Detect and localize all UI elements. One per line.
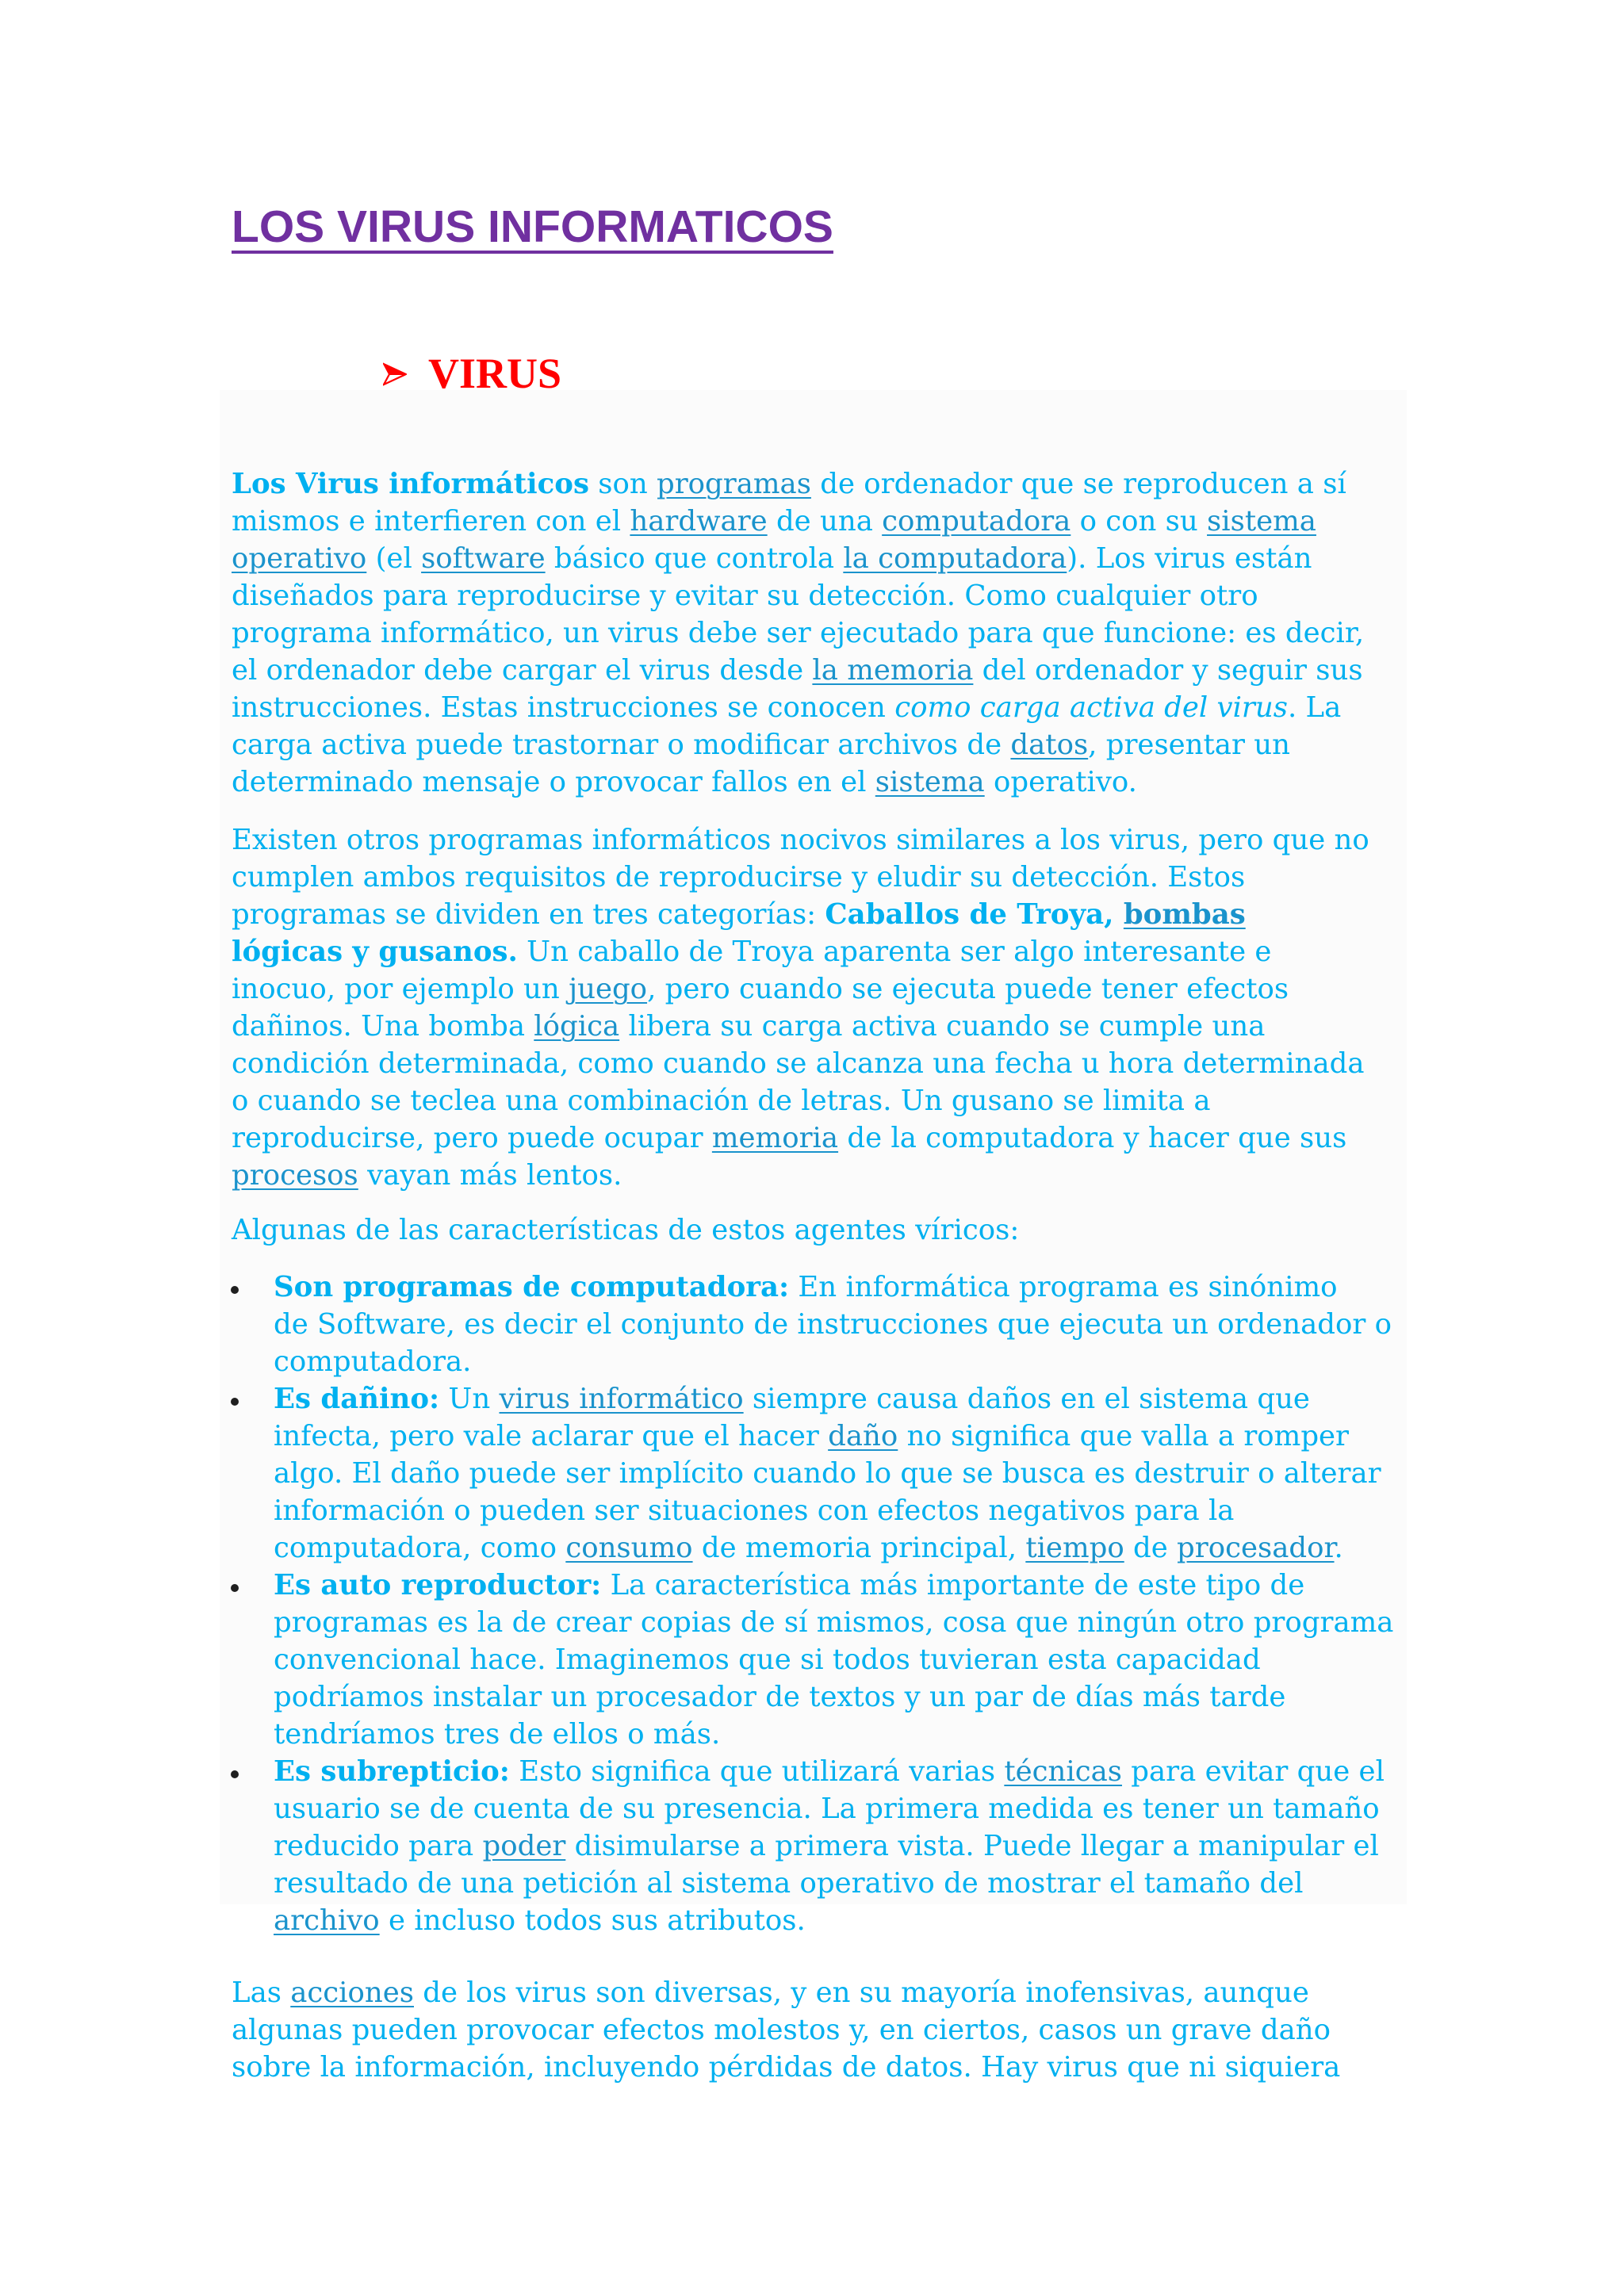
text-run: diseñados para reproducirse y evitar su detección. Como cualquier otro bbox=[232, 580, 1258, 612]
text-run: carga activa puede trastornar o modificar archivos de bbox=[232, 729, 1011, 761]
hyperlink[interactable]: computadora bbox=[882, 505, 1071, 538]
text-run: algo. El daño puede ser implícito cuando lo que se busca es destruir o alterar bbox=[274, 1457, 1381, 1490]
hyperlink[interactable]: técnicas bbox=[1004, 1755, 1122, 1788]
text-line bbox=[274, 1567, 1393, 1604]
hyperlink[interactable]: lógica bbox=[534, 1010, 620, 1043]
text-run: sobre la información, incluyendo pérdidas de datos. Hay virus que ni siquiera bbox=[232, 2051, 1341, 2084]
text-line bbox=[274, 1455, 1393, 1492]
bold-text: Los Virus informáticos bbox=[232, 468, 589, 500]
text-line bbox=[232, 1008, 1369, 1045]
text-line bbox=[232, 465, 1364, 503]
text-line bbox=[274, 1716, 1393, 1753]
text-line bbox=[274, 1790, 1393, 1827]
text-run: de una bbox=[767, 505, 883, 538]
text-run: instrucciones. Estas instrucciones se conocen bbox=[232, 691, 895, 724]
text-run: de Software, es decir el conjunto de instrucciones que ejecuta un ordenador o bbox=[274, 1308, 1392, 1341]
bullet-icon bbox=[231, 1398, 239, 1406]
text-line bbox=[232, 614, 1364, 652]
text-run: , pero cuando se ejecuta puede tener efectos bbox=[647, 973, 1289, 1005]
paragraph-categories bbox=[232, 821, 1369, 1194]
text-run: reducido para bbox=[274, 1830, 483, 1862]
text-run: determinado mensaje o provocar fallos en el bbox=[232, 766, 875, 798]
hyperlink[interactable]: poder bbox=[482, 1830, 566, 1862]
hyperlink[interactable]: juego bbox=[569, 973, 648, 1005]
text-run: programas se dividen en tres categorías: bbox=[232, 898, 825, 931]
text-run: inocuo, por ejemplo un bbox=[232, 973, 569, 1005]
text-run: reproducirse, pero puede ocupar bbox=[232, 1122, 712, 1154]
text-run: resultado de una petición al sistema operativo de mostrar el tamaño del bbox=[274, 1867, 1304, 1900]
text-line bbox=[274, 1827, 1393, 1865]
page-title: LOS VIRUS INFORMATICOS bbox=[232, 201, 833, 252]
text-line bbox=[232, 896, 1369, 933]
text-run: programa informático, un virus debe ser ejecutado para que funcione: es decir, bbox=[232, 617, 1365, 649]
text-run: podríamos instalar un procesador de textos y un par de días más tarde bbox=[274, 1681, 1286, 1713]
bold-text: Caballos de Troya, bbox=[825, 898, 1124, 931]
text-run: Existen otros programas informáticos nocivos similares a los virus, pero que no bbox=[232, 824, 1369, 856]
list-item bbox=[232, 1753, 1393, 1939]
text-line bbox=[232, 1974, 1340, 2011]
paragraph-actions bbox=[232, 1974, 1340, 2086]
text-run: (el bbox=[366, 542, 422, 575]
hyperlink[interactable]: acciones bbox=[290, 1976, 414, 2009]
text-run: computadora. bbox=[274, 1345, 472, 1378]
text-line bbox=[274, 1641, 1393, 1678]
text-line bbox=[274, 1753, 1393, 1790]
text-run: de la computadora y hacer que sus bbox=[838, 1122, 1347, 1154]
hyperlink[interactable]: tiempo bbox=[1025, 1532, 1124, 1564]
hyperlink[interactable]: la computadora bbox=[843, 542, 1067, 575]
text-line bbox=[274, 1343, 1393, 1380]
paragraph-characteristics-lead bbox=[232, 1211, 1019, 1249]
bullet-icon bbox=[231, 1770, 239, 1778]
text-run: Algunas de las características de estos agentes víricos: bbox=[232, 1214, 1020, 1246]
text-line bbox=[274, 1604, 1393, 1641]
text-run: operativo. bbox=[984, 766, 1137, 798]
text-line bbox=[232, 2011, 1340, 2049]
section-heading: VIRUS bbox=[428, 350, 562, 397]
text-line bbox=[232, 2049, 1340, 2086]
bullet-icon bbox=[231, 1584, 239, 1592]
text-run: de bbox=[1124, 1532, 1178, 1564]
text-line bbox=[232, 1157, 1369, 1194]
characteristics-list bbox=[232, 1269, 1393, 1939]
text-run: algunas pueden provocar efectos molestos y, en ciertos, casos un grave daño bbox=[232, 2014, 1331, 2046]
text-line bbox=[274, 1492, 1393, 1529]
text-run: de los virus son diversas, y en su mayoría inofensivas, aunque bbox=[414, 1976, 1309, 2009]
hyperlink[interactable]: procesos bbox=[232, 1159, 358, 1192]
text-run: usuario se de cuenta de su presencia. La primera medida es tener un tamaño bbox=[274, 1793, 1380, 1825]
text-run: Las bbox=[232, 1976, 291, 2009]
hyperlink[interactable]: sistema bbox=[1207, 505, 1316, 538]
text-run: programas es la de crear copias de sí mismos, cosa que ningún otro programa bbox=[274, 1606, 1394, 1639]
text-run: La característica más importante de este tipo de bbox=[601, 1569, 1305, 1601]
text-run: convencional hace. Imaginemos que si todos tuvieran esta capacidad bbox=[274, 1644, 1261, 1676]
text-run: Un caballo de Troya aparenta ser algo interesante e bbox=[517, 936, 1272, 968]
text-run: básico que controla bbox=[545, 542, 844, 575]
text-line bbox=[232, 540, 1364, 577]
text-line bbox=[232, 503, 1364, 540]
text-run: infecta, pero vale aclarar que el hacer bbox=[274, 1420, 829, 1452]
text-run: del ordenador y seguir sus bbox=[973, 654, 1363, 687]
text-line bbox=[274, 1529, 1393, 1567]
text-run: o cuando se teclea una combinación de letras. Un gusano se limita a bbox=[232, 1085, 1211, 1117]
text-run: el ordenador debe cargar el virus desde bbox=[232, 654, 813, 687]
italic-text: como carga activa del virus bbox=[894, 691, 1288, 724]
list-item bbox=[232, 1380, 1393, 1567]
text-line bbox=[232, 1119, 1369, 1157]
list-item bbox=[232, 1269, 1393, 1380]
text-run: Esto significa que utilizará varias bbox=[509, 1755, 1005, 1788]
bold-hyperlink[interactable]: bombas bbox=[1123, 898, 1246, 931]
bullet-icon bbox=[231, 1286, 239, 1294]
text-line bbox=[232, 689, 1364, 726]
bold-text: Es dañino: bbox=[274, 1383, 440, 1415]
arrowhead-bullet-icon bbox=[383, 362, 407, 386]
text-run: En informática programa es sinónimo bbox=[789, 1271, 1338, 1303]
text-line bbox=[274, 1269, 1393, 1306]
text-run: siempre causa daños en el sistema que bbox=[743, 1383, 1310, 1415]
text-run: para evitar que el bbox=[1121, 1755, 1385, 1788]
text-run: vayan más lentos. bbox=[358, 1159, 622, 1192]
text-run: cumplen ambos requisitos de reproducirse y eludir su detección. Estos bbox=[232, 861, 1246, 894]
hyperlink[interactable]: operativo bbox=[232, 542, 367, 575]
text-run: información o pueden ser situaciones con efectos negativos para la bbox=[274, 1494, 1235, 1527]
hyperlink[interactable]: archivo bbox=[274, 1904, 380, 1937]
text-line bbox=[232, 1211, 1019, 1249]
bold-text: Es subrepticio: bbox=[274, 1755, 510, 1788]
text-line bbox=[274, 1380, 1393, 1418]
text-run: o con su bbox=[1071, 505, 1208, 538]
bold-text: lógicas y gusanos. bbox=[232, 936, 518, 968]
text-run: de memoria principal, bbox=[692, 1532, 1026, 1564]
list-item bbox=[232, 1567, 1393, 1753]
text-line bbox=[232, 726, 1364, 763]
hyperlink[interactable]: daño bbox=[828, 1420, 898, 1452]
hyperlink[interactable]: la memoria bbox=[812, 654, 974, 687]
text-run: Un bbox=[439, 1383, 500, 1415]
text-line bbox=[232, 859, 1369, 896]
hyperlink[interactable]: datos bbox=[1010, 729, 1089, 761]
text-line bbox=[274, 1306, 1393, 1343]
hyperlink[interactable]: virus informático bbox=[499, 1383, 744, 1415]
hyperlink[interactable]: hardware bbox=[630, 505, 768, 538]
text-line bbox=[232, 763, 1364, 801]
paragraph-intro bbox=[232, 465, 1364, 801]
text-run: ). Los virus están bbox=[1067, 542, 1312, 575]
hyperlink[interactable]: software bbox=[421, 542, 546, 575]
text-line bbox=[232, 970, 1369, 1008]
text-run: , presentar un bbox=[1088, 729, 1290, 761]
text-line bbox=[232, 577, 1364, 614]
text-run: . La bbox=[1287, 691, 1342, 724]
text-run: de ordenador que se reproducen a sí bbox=[810, 468, 1346, 500]
bold-text: Es auto reproductor: bbox=[274, 1569, 602, 1601]
text-run: computadora, como bbox=[274, 1532, 566, 1564]
text-line bbox=[232, 652, 1364, 689]
hyperlink[interactable]: sistema bbox=[875, 766, 985, 798]
text-line bbox=[274, 1678, 1393, 1716]
text-run: condición determinada, como cuando se alcanza una fecha u hora determinada bbox=[232, 1047, 1365, 1080]
text-run: mismos e interfieren con el bbox=[232, 505, 630, 538]
hyperlink[interactable]: procesador bbox=[1177, 1532, 1335, 1564]
text-run: tendríamos tres de ellos o más. bbox=[274, 1718, 721, 1751]
text-line bbox=[274, 1418, 1393, 1455]
text-line bbox=[232, 821, 1369, 859]
hyperlink[interactable]: consumo bbox=[565, 1532, 693, 1564]
text-line bbox=[232, 1045, 1369, 1082]
text-run: libera su carga activa cuando se cumple una bbox=[619, 1010, 1266, 1043]
text-line bbox=[232, 933, 1369, 970]
text-run: dañinos. Una bomba bbox=[232, 1010, 534, 1043]
text-run: . bbox=[1334, 1532, 1343, 1564]
text-run: son bbox=[588, 468, 657, 500]
text-run: disimularse a primera vista. Puede llegar a manipular el bbox=[565, 1830, 1379, 1862]
text-line bbox=[274, 1865, 1393, 1902]
text-run: e incluso todos sus atributos. bbox=[379, 1904, 806, 1937]
bold-text: Son programas de computadora: bbox=[274, 1271, 790, 1303]
text-run: no significa que valla a romper bbox=[898, 1420, 1350, 1452]
hyperlink[interactable]: programas bbox=[656, 468, 811, 500]
hyperlink[interactable]: memoria bbox=[711, 1122, 839, 1154]
text-line bbox=[274, 1902, 1393, 1939]
text-line bbox=[232, 1082, 1369, 1119]
